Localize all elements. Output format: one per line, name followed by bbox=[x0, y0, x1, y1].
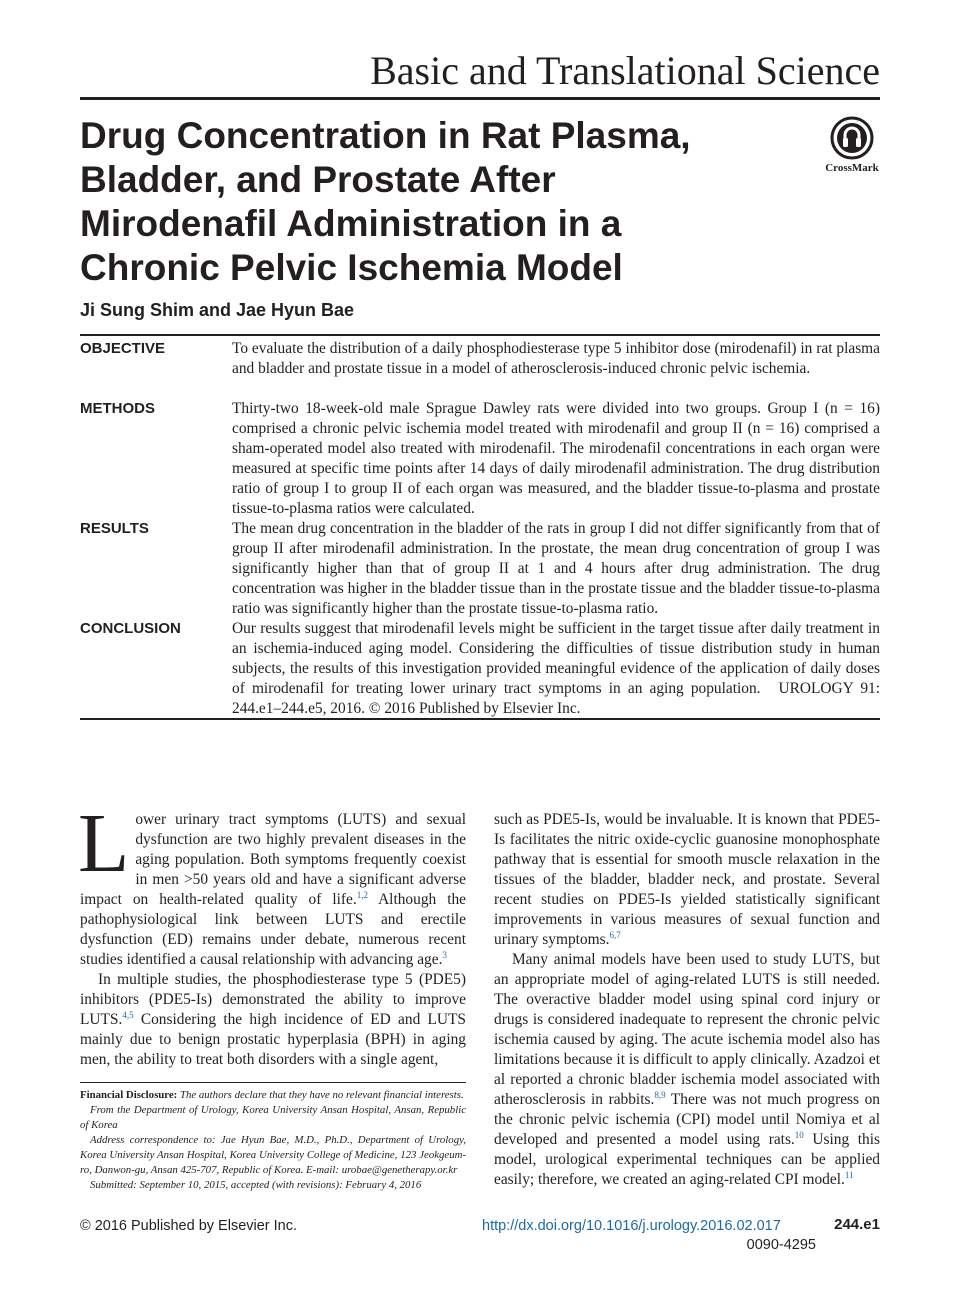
crossmark-label: CrossMark bbox=[825, 162, 879, 174]
reference-link[interactable]: 1,2 bbox=[356, 890, 368, 900]
conclusion-text bbox=[232, 619, 880, 719]
abstract-citation: UROLOGY 91: 244.e1–244.e5, 2016. © 2016 Published by Elsevier Inc. bbox=[232, 680, 881, 717]
objective-text: To evaluate the distribution of a daily phosphodiesterase type 5 inhibitor dose (mirodenafil) in rat plasma and bladder and prostate tissue in a model of atherosclerosis-induced chronic pelvic ischemia. bbox=[232, 340, 880, 377]
reference-link[interactable]: 8,9 bbox=[654, 1090, 666, 1100]
methods-label: METHODS bbox=[80, 400, 155, 417]
paragraph-text: Using this model, urological experimental techniques can be applied easily; therefore, we created an aging-related CPI model. bbox=[494, 1131, 880, 1188]
paragraph-text: Considering the high incidence of ED and LUTS mainly due to benign prostatic hyperplasia (BPH) in aging men, the ability to treat both disorders with a single agent, bbox=[80, 1011, 466, 1068]
drop-cap: L bbox=[78, 797, 130, 890]
results-label: RESULTS bbox=[80, 520, 149, 537]
paragraph-text: ower urinary tract symptoms (LUTS) and sexual dysfunction are two highly prevalent diseases in the aging population. Both symptoms frequently coexist in men >50 years old and have a significant adverse impact on health-related quality of life. bbox=[80, 811, 466, 908]
methods-text: Thirty-two 18-week-old male Sprague Dawley rats were divided into two groups. Group I (n = 16) comprised a chronic pelvic ischemia model treated with mirodenafil and group II (n = 16) comprised a sham-operated model also treated with mirodenafil. The mirodenafil concentrations in each organ were measured at specific time points after 14 days of daily mirodenafil administration. The drug distribution ratio of group I to group II of each organ was measured, and the bladder tissue-to-plasma and prostate tissue-to-plasma ratios were calculated. bbox=[232, 400, 880, 517]
reference-link[interactable]: 11 bbox=[844, 1170, 854, 1180]
body-paragraph bbox=[80, 970, 466, 1070]
footnotes bbox=[80, 1088, 466, 1193]
disclosure-label: Financial Disclosure: bbox=[80, 1089, 178, 1101]
footnote-rule bbox=[80, 1082, 466, 1083]
footer-copyright: © 2016 Published by Elsevier Inc. bbox=[80, 1218, 298, 1234]
reference-link[interactable]: 6,7 bbox=[609, 930, 621, 940]
conclusion-label: CONCLUSION bbox=[80, 620, 181, 637]
disclosure-text: The authors declare that they have no relevant financial interests. bbox=[177, 1089, 464, 1101]
results-text: The mean drug concentration in the bladder of the rats in group I did not differ significantly from that of group II after mirodenafil administration. In the prostate, the mean drug concentration of group I was significantly higher than that of group II at 1 and 4 hours after drug administration. The drug concentration was higher in the bladder tissue than in the prostate tissue and the bladder tissue-to-plasma ratio was significantly higher than the prostate tissue-to-plasma ratio. bbox=[232, 520, 880, 617]
paragraph-text: Many animal models have been used to study LUTS, but an appropriate model of aging-related LUTS is still needed. The overactive bladder model using spinal cord injury or drugs is considered inadequate to represent the chronic pelvic ischemia caused by aging. The acute ischemia model also has limitations because it is difficult to apply clinically. Azadzoi et al reported a chronic bladder ischemia model associated with atherosclerosis in rabbits. bbox=[494, 951, 880, 1108]
author-list: Ji Sung Shim and Jae Hyun Bae bbox=[80, 300, 355, 320]
doi-link[interactable]: http://dx.doi.org/10.1016/j.urology.2016.02.017 bbox=[482, 1218, 781, 1234]
crossmark-icon bbox=[830, 116, 874, 160]
paragraph-text: such as PDE5-Is, would be invaluable. It is known that PDE5-Is facilitates the nitric oxide-cyclic guanosine monophosphate pathway that is essential for smooth muscle relaxation in the tissues of the bladder, bladder neck, and prostate. Several recent studies on PDE5-Is yielded statistically significant improvements in various measures of sexual function and urinary symptoms. bbox=[494, 811, 880, 948]
body-paragraph bbox=[494, 950, 880, 1190]
correspondence: Address correspondence to: Jae Hyun Bae, M.D., Ph.D., Department of Urology, Korea University Ansan Hospital, Korea University College of Medicine, 123 Jeokgeum-ro, Danwon-gu, Ansan 425-707, Republic of Korea. E-mail: urobae@genetherapy.or.kr bbox=[80, 1134, 466, 1176]
page-number: 244.e1 bbox=[834, 1216, 880, 1233]
abstract-top-rule bbox=[80, 334, 880, 336]
reference-link[interactable]: 4,5 bbox=[122, 1010, 134, 1020]
financial-disclosure bbox=[80, 1088, 466, 1103]
submission-dates: Submitted: September 10, 2015, accepted (with revisions): February 4, 2016 bbox=[90, 1179, 422, 1191]
paragraph-text: Although the pathophysiological link between LUTS and erectile dysfunction (ED) remains under debate, numerous recent studies identified a causal relationship with advancing age. bbox=[80, 891, 466, 968]
crossmark-link[interactable] bbox=[818, 116, 886, 175]
conclusion-body: Our results suggest that mirodenafil levels might be sufficient in the target tissue after daily treatment in an ischemia-induced aging model. Considering the difficulties of tissue distribution study in human subjects, the results of this investigation provided meaningful evidence of the application of daily doses of mirodenafil for treating lower urinary tract symptoms in an aging population. bbox=[232, 620, 880, 697]
body-column-right bbox=[494, 810, 880, 1190]
header-rule bbox=[80, 97, 880, 100]
paragraph-text: In multiple studies, the phosphodiesterase type 5 (PDE5) inhibitors (PDE5-Is) demonstrated the ability to improve LUTS. bbox=[80, 971, 466, 1028]
article-title: Drug Concentration in Rat Plasma, Bladder, and Prostate After Mirodenafil Administration in a Chronic Pelvic Ischemia Model bbox=[80, 115, 691, 288]
body-paragraph bbox=[78, 797, 466, 970]
paragraph-text: There was not much progress on the chronic pelvic ischemia (CPI) model until Nomiya et al developed and presented a model using rats. bbox=[494, 1091, 880, 1148]
affiliation: From the Department of Urology, Korea University Ansan Hospital, Ansan, Republic of Korea bbox=[80, 1104, 466, 1131]
reference-link[interactable]: 3 bbox=[442, 950, 447, 960]
body-column-left bbox=[78, 797, 466, 1070]
issn: 0090-4295 bbox=[746, 1237, 816, 1253]
reference-link[interactable]: 10 bbox=[794, 1130, 804, 1140]
body-paragraph bbox=[494, 810, 880, 950]
objective-label: OBJECTIVE bbox=[80, 340, 166, 357]
section-header: Basic and Translational Science bbox=[370, 48, 880, 93]
abstract-bottom-rule bbox=[80, 718, 880, 720]
